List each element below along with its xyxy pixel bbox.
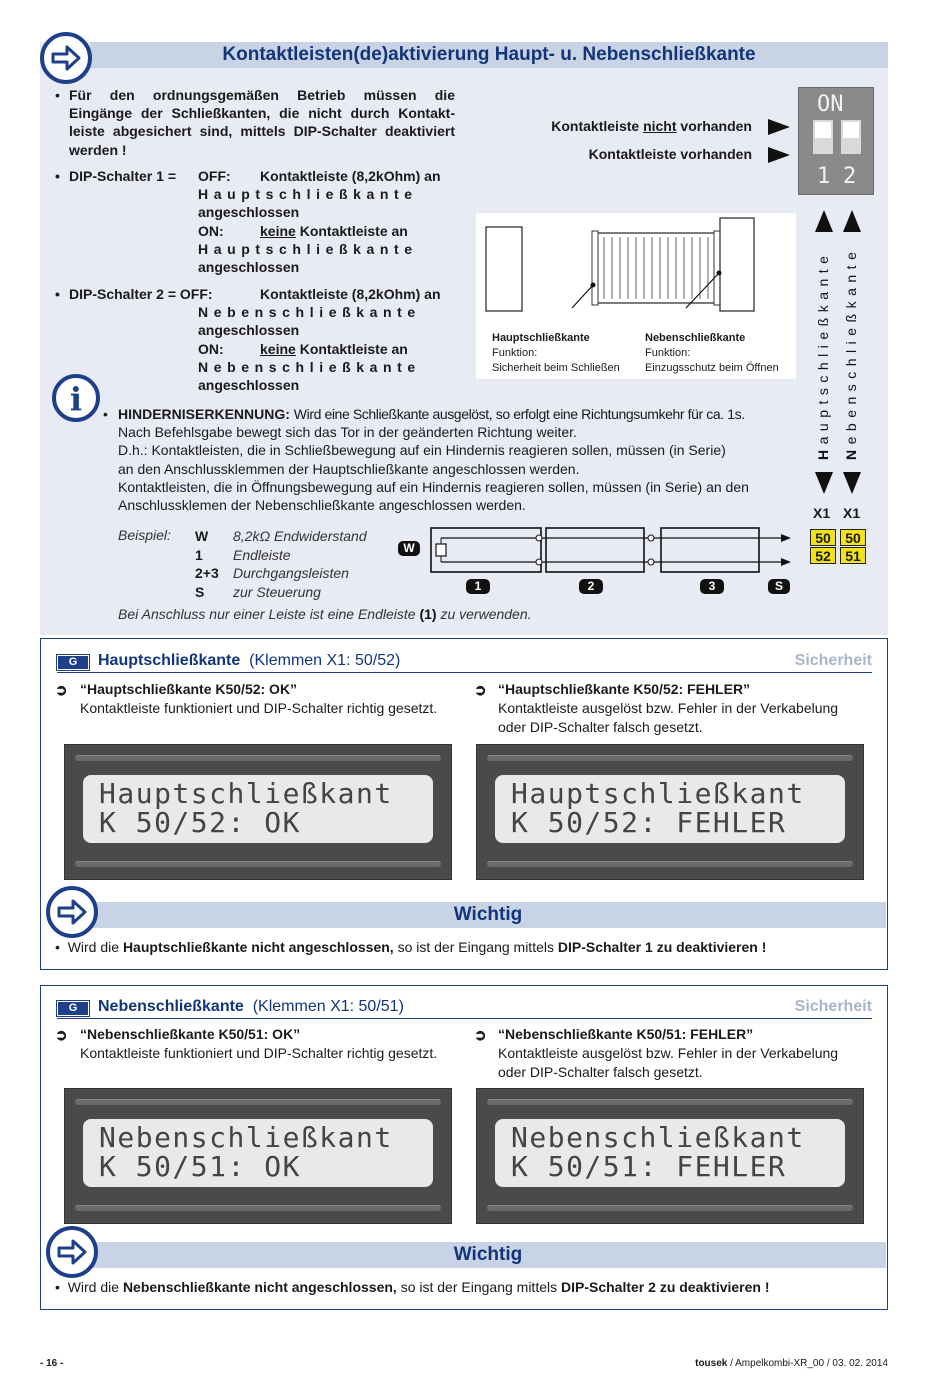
example-legend: W 8,2kΩ Endwiderstand 1 Endleiste 2+3 Durchgangsleisten S zur Steuerung <box>195 528 367 600</box>
section-badge: G <box>57 655 89 670</box>
badge-1: 1 <box>466 579 490 594</box>
arrow-right-icon <box>40 32 92 84</box>
divider <box>57 672 872 673</box>
terminal-x1-right: X1 <box>843 505 861 521</box>
badge-s: S <box>768 579 790 594</box>
msg-side-ok-title: “Nebenschließkante K50/51: OK” <box>80 1026 301 1042</box>
gate-side-func: Funktion: <box>645 347 691 359</box>
page-title: Kontaktleisten(de)aktivierung Haupt- u. Nebenschließkante <box>90 42 888 68</box>
arrow-right-icon <box>46 886 98 938</box>
gate-illustration <box>476 213 796 379</box>
gate-side-desc: Einzugsschutz beim Öffnen <box>645 362 779 374</box>
lcd-main-error: Hauptschließkant K 50/52: FEHLER <box>476 744 864 880</box>
return-arrow-icon: ➲ <box>474 682 487 699</box>
example-label: Beispiel: <box>118 527 171 543</box>
vertical-label-side: Nebenschließkante <box>843 246 859 460</box>
contact-strip-diagram <box>396 524 796 599</box>
triangle-up-icon <box>843 210 861 232</box>
triangle-down-icon <box>843 472 861 494</box>
dip-legend-not-present: Kontaktleiste nicht vorhanden <box>551 118 752 134</box>
info-icon: i <box>52 374 100 422</box>
section-main-title: Hauptschließkante (Klemmen X1: 50/52) <box>98 652 401 669</box>
terminal-50-right: 50 <box>840 529 866 546</box>
badge-2: 2 <box>579 579 603 594</box>
page-number: - 16 - <box>40 1358 64 1369</box>
wichtig-title: Wichtig <box>90 902 886 928</box>
vertical-label-main: Hauptschließkante <box>815 250 831 460</box>
divider <box>40 1309 888 1310</box>
badge-w: W <box>398 541 420 556</box>
msg-main-ok-title: “Hauptschließkante K50/52: OK” <box>80 681 298 697</box>
triangle-up-icon <box>815 210 833 232</box>
dip-switch-image: ON 1 2 <box>798 87 874 195</box>
msg-main-err-body: Kontaktleiste ausgelöst bzw. Fehler in der Verkabelung oder DIP-Schalter falsch gesetzt. <box>498 700 839 735</box>
section-badge: G <box>57 1001 89 1016</box>
intro-bullet: • Für den ordnungsgemäßen Betrieb müssen die Eingänge der Schließkanten, die nicht durch Kontakt- leiste abgesichert sind, mittels DIP-Schalter deaktiviert werden ! <box>55 87 455 158</box>
gate-main-desc: Sicherheit beim Schließen <box>492 362 620 374</box>
divider <box>57 1018 872 1019</box>
return-arrow-icon: ➲ <box>474 1027 487 1044</box>
triangle-right-icon <box>768 119 790 135</box>
msg-main-err-title: “Hauptschließkante K50/52: FEHLER” <box>498 681 751 697</box>
msg-side-err-body: Kontaktleiste ausgelöst bzw. Fehler in der Verkabelung oder DIP-Schalter falsch gesetzt. <box>498 1045 839 1080</box>
gate-main-title: Hauptschließkante <box>492 332 590 344</box>
section-side-category: Sicherheit <box>794 998 872 1015</box>
msg-side-err-title: “Nebenschließkante K50/51: FEHLER” <box>498 1026 754 1042</box>
return-arrow-icon: ➲ <box>55 682 68 699</box>
return-arrow-icon: ➲ <box>55 1027 68 1044</box>
lcd-side-error: Nebenschließkant K 50/51: FEHLER <box>476 1088 864 1224</box>
section-main-category: Sicherheit <box>794 652 872 669</box>
msg-main-ok-body: Kontaktleiste funktioniert und DIP-Schalter richtig gesetzt. <box>80 700 438 716</box>
msg-side-ok-body: Kontaktleiste funktioniert und DIP-Schalter richtig gesetzt. <box>80 1045 438 1061</box>
badge-3: 3 <box>700 579 724 594</box>
footer-doc-info: tousek / Ampelkombi-XR_00 / 03. 02. 2014 <box>695 1358 888 1369</box>
terminal-x1-left: X1 <box>813 505 831 521</box>
example-note: Bei Anschluss nur einer Leiste ist eine Endleiste (1) zu verwenden. <box>118 606 532 622</box>
arrow-right-icon <box>46 1226 98 1278</box>
terminal-52: 52 <box>810 547 836 564</box>
lcd-side-ok: Nebenschließkant K 50/51: OK <box>64 1088 452 1224</box>
dip-legend-present: Kontaktleiste vorhanden <box>588 146 752 162</box>
gate-side-title: Nebenschließkante <box>645 332 746 344</box>
terminal-51: 51 <box>840 547 866 564</box>
wichtig-title: Wichtig <box>90 1242 886 1268</box>
triangle-right-icon <box>768 147 790 163</box>
obstacle-detection-text: • HINDERNISERKENNUNG: Wird eine Schließkante ausgelöst, so erfolgt eine Richtungsumkehr für ca. 1s. Nach Befehlsgabe bewegt sich das Tor in der geänderten Richtung weiter. D.h.: Kontaktleisten, die in Schließbewegung auf ein Hindernis reagieren sollen, müssen (in Serie) an den Anschlussklemmen der Hauptschließkante angeschlossen werden. Kontaktleisten, die in Öffnungsbewegung auf ein Hindernis reagieren sollen, müssen (in Serie) an den Anschlussklemen der Nebenschließkante angeschlossen werden. <box>103 406 749 514</box>
main-note: • Wird die Hauptschließkante nicht angeschlossen, so ist der Eingang mittels DIP-Schalter 1 zu deaktivieren ! <box>55 939 767 955</box>
lcd-main-ok: Hauptschließkant K 50/52: OK <box>64 744 452 880</box>
section-side-title: Nebenschließkante (Klemmen X1: 50/51) <box>98 998 404 1015</box>
gate-main-func: Funktion: <box>492 347 538 359</box>
terminal-50-left: 50 <box>810 529 836 546</box>
triangle-down-icon <box>815 472 833 494</box>
side-note: • Wird die Nebenschließkante nicht angeschlossen, so ist der Eingang mittels DIP-Schalter 2 zu deaktivieren ! <box>55 1279 770 1295</box>
